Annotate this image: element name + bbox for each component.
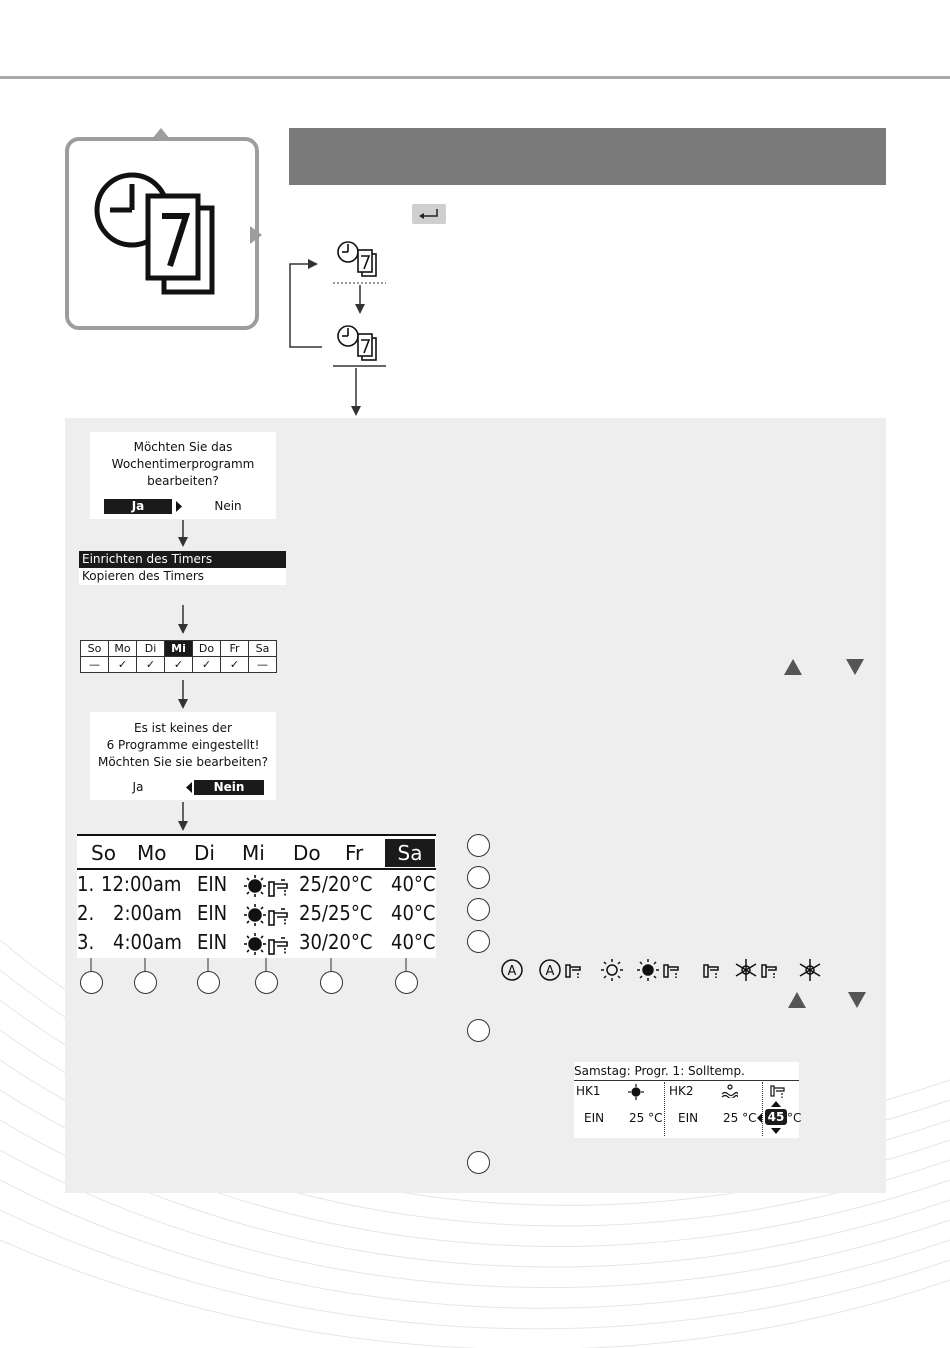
check-icon: ✓: [193, 657, 221, 673]
menu-item-setup-timer[interactable]: Einrichten des Timers: [79, 551, 286, 568]
timer-icon-small-2: [338, 326, 376, 360]
callout-circle-3: [197, 971, 220, 994]
day-cell-fr[interactable]: Fr: [221, 641, 249, 657]
no-button[interactable]: Nein: [194, 780, 264, 795]
setpoint-lcd: [574, 1062, 802, 1138]
tank-temp-stepper[interactable]: 45: [765, 1109, 787, 1125]
callout-circle-1: [80, 971, 103, 994]
sun-outline-icon: [601, 959, 623, 981]
lcd-title: Samstag: Progr. 1: Solltemp.: [574, 1064, 745, 1078]
day-cell-do[interactable]: Do: [193, 641, 221, 657]
header-divider: [0, 76, 950, 79]
up-arrow-icon: [788, 992, 806, 1008]
lcd-hk1: HK1: [576, 1084, 601, 1098]
day-header-mo: Mo: [137, 841, 167, 865]
auto-icon: [502, 960, 522, 980]
flow-arrow-icon: [176, 520, 190, 548]
dialog-line: Es ist keines der: [134, 721, 232, 735]
clock-calendar-icon: [92, 170, 222, 295]
step-circle-1: [467, 834, 490, 857]
day-header-so: So: [91, 841, 116, 865]
day-mark: —: [81, 657, 109, 673]
check-icon: ✓: [109, 657, 137, 673]
sun-icon: [628, 1084, 644, 1100]
day-cell-mi[interactable]: Mi: [165, 641, 193, 657]
caret-left-icon: [756, 1112, 763, 1124]
day-cell-mo[interactable]: Mo: [109, 641, 137, 657]
dialog-line: Wochentimerprogramm: [111, 457, 255, 471]
lcd-rule: [574, 1080, 799, 1081]
caret-left-icon: [185, 781, 193, 794]
tap-icon: [770, 1084, 788, 1098]
flow-arrow-icon: [176, 605, 190, 635]
caret-down-icon: [770, 1127, 782, 1135]
lcd-tank-unit: °C: [787, 1111, 802, 1125]
day-header-fr: Fr: [345, 841, 364, 865]
callout-circle-4: [255, 971, 278, 994]
mode-icons-row: [500, 956, 830, 984]
down-arrow-icon: [846, 659, 864, 675]
check-icon: ✓: [221, 657, 249, 673]
step-circle-2: [467, 866, 490, 889]
day-cell-di[interactable]: Di: [137, 641, 165, 657]
enter-key: [412, 204, 446, 224]
day-mark: —: [249, 657, 277, 673]
lcd-ein-hk2: EIN: [678, 1111, 699, 1125]
flow-arrow-icon: [176, 680, 190, 710]
underfloor-heating-icon: [720, 1084, 738, 1098]
lcd-divider: [664, 1082, 665, 1136]
enter-icon: [412, 204, 446, 224]
day-header-mi: Mi: [242, 841, 265, 865]
sun-tap-icon: [637, 959, 678, 981]
yes-button[interactable]: Ja: [104, 499, 172, 514]
step-circle-4: [467, 930, 490, 953]
program-table: So Mo Di Mi Do Fr Sa 1. 12:00am EIN 25/20°C 40°C 2. 2:00am EIN 25/25°C 40°C 3. 4:00am EIN 30/20°C 40°C: [77, 834, 436, 958]
edit-program-dialog: [90, 432, 276, 519]
day-header-do: Do: [293, 841, 321, 865]
caret-right-icon: [175, 500, 183, 513]
check-icon: ✓: [137, 657, 165, 673]
timer-menu: [79, 551, 286, 585]
sun-tap-icon: [243, 874, 295, 956]
caret-up-icon: [770, 1100, 782, 1108]
step-circle-6: [467, 1151, 490, 1174]
menu-item-copy-timer[interactable]: Kopieren des Timers: [79, 568, 286, 585]
day-cell-so[interactable]: So: [81, 641, 109, 657]
nav-up-arrow-icon: [148, 126, 174, 140]
table-top-rule: [77, 834, 436, 836]
step-circle-3: [467, 898, 490, 921]
lcd-divider: [762, 1082, 763, 1136]
no-program-dialog: [90, 712, 276, 800]
callout-leaders: [80, 958, 440, 972]
down-arrow-icon: [848, 992, 866, 1008]
lcd-hk2: HK2: [669, 1084, 694, 1098]
dialog-line: 6 Programme eingestellt!: [106, 738, 260, 752]
day-header-di: Di: [194, 841, 215, 865]
check-icon: ✓: [165, 657, 193, 673]
svg-text:A: A: [507, 964, 517, 979]
lcd-temp-hk1: 25 °C: [629, 1111, 663, 1125]
day-header-sa: Sa: [385, 839, 435, 867]
callout-circle-6: [395, 971, 418, 994]
auto-tap-icon: [540, 960, 580, 980]
snowflake-tap-icon: [736, 959, 776, 981]
nav-right-arrow-icon: [249, 224, 263, 246]
step-circle-5: [467, 1019, 490, 1042]
flow-arrow-icon: [176, 802, 190, 832]
no-button[interactable]: Nein: [214, 499, 242, 513]
snowflake-icon: [800, 959, 820, 981]
callout-circle-5: [320, 971, 343, 994]
callout-circle-2: [134, 971, 157, 994]
dialog-line: bearbeiten?: [147, 474, 219, 488]
up-arrow-icon: [784, 659, 802, 675]
dialog-line: Möchten Sie das: [133, 440, 233, 454]
lcd-ein-hk1: EIN: [584, 1111, 605, 1125]
day-cell-sa[interactable]: Sa: [249, 641, 277, 657]
day-select-table: [80, 640, 277, 673]
section-header-bar: [289, 128, 886, 185]
tap-icon: [704, 965, 718, 978]
yes-button[interactable]: Ja: [132, 780, 144, 794]
lcd-temp-hk2: 25 °C: [723, 1111, 757, 1125]
svg-text:A: A: [545, 964, 555, 979]
dialog-line: Möchten Sie sie bearbeiten?: [97, 755, 269, 769]
timer-icon-small-1: [338, 242, 376, 276]
menu-flow-diagram: [286, 236, 396, 416]
